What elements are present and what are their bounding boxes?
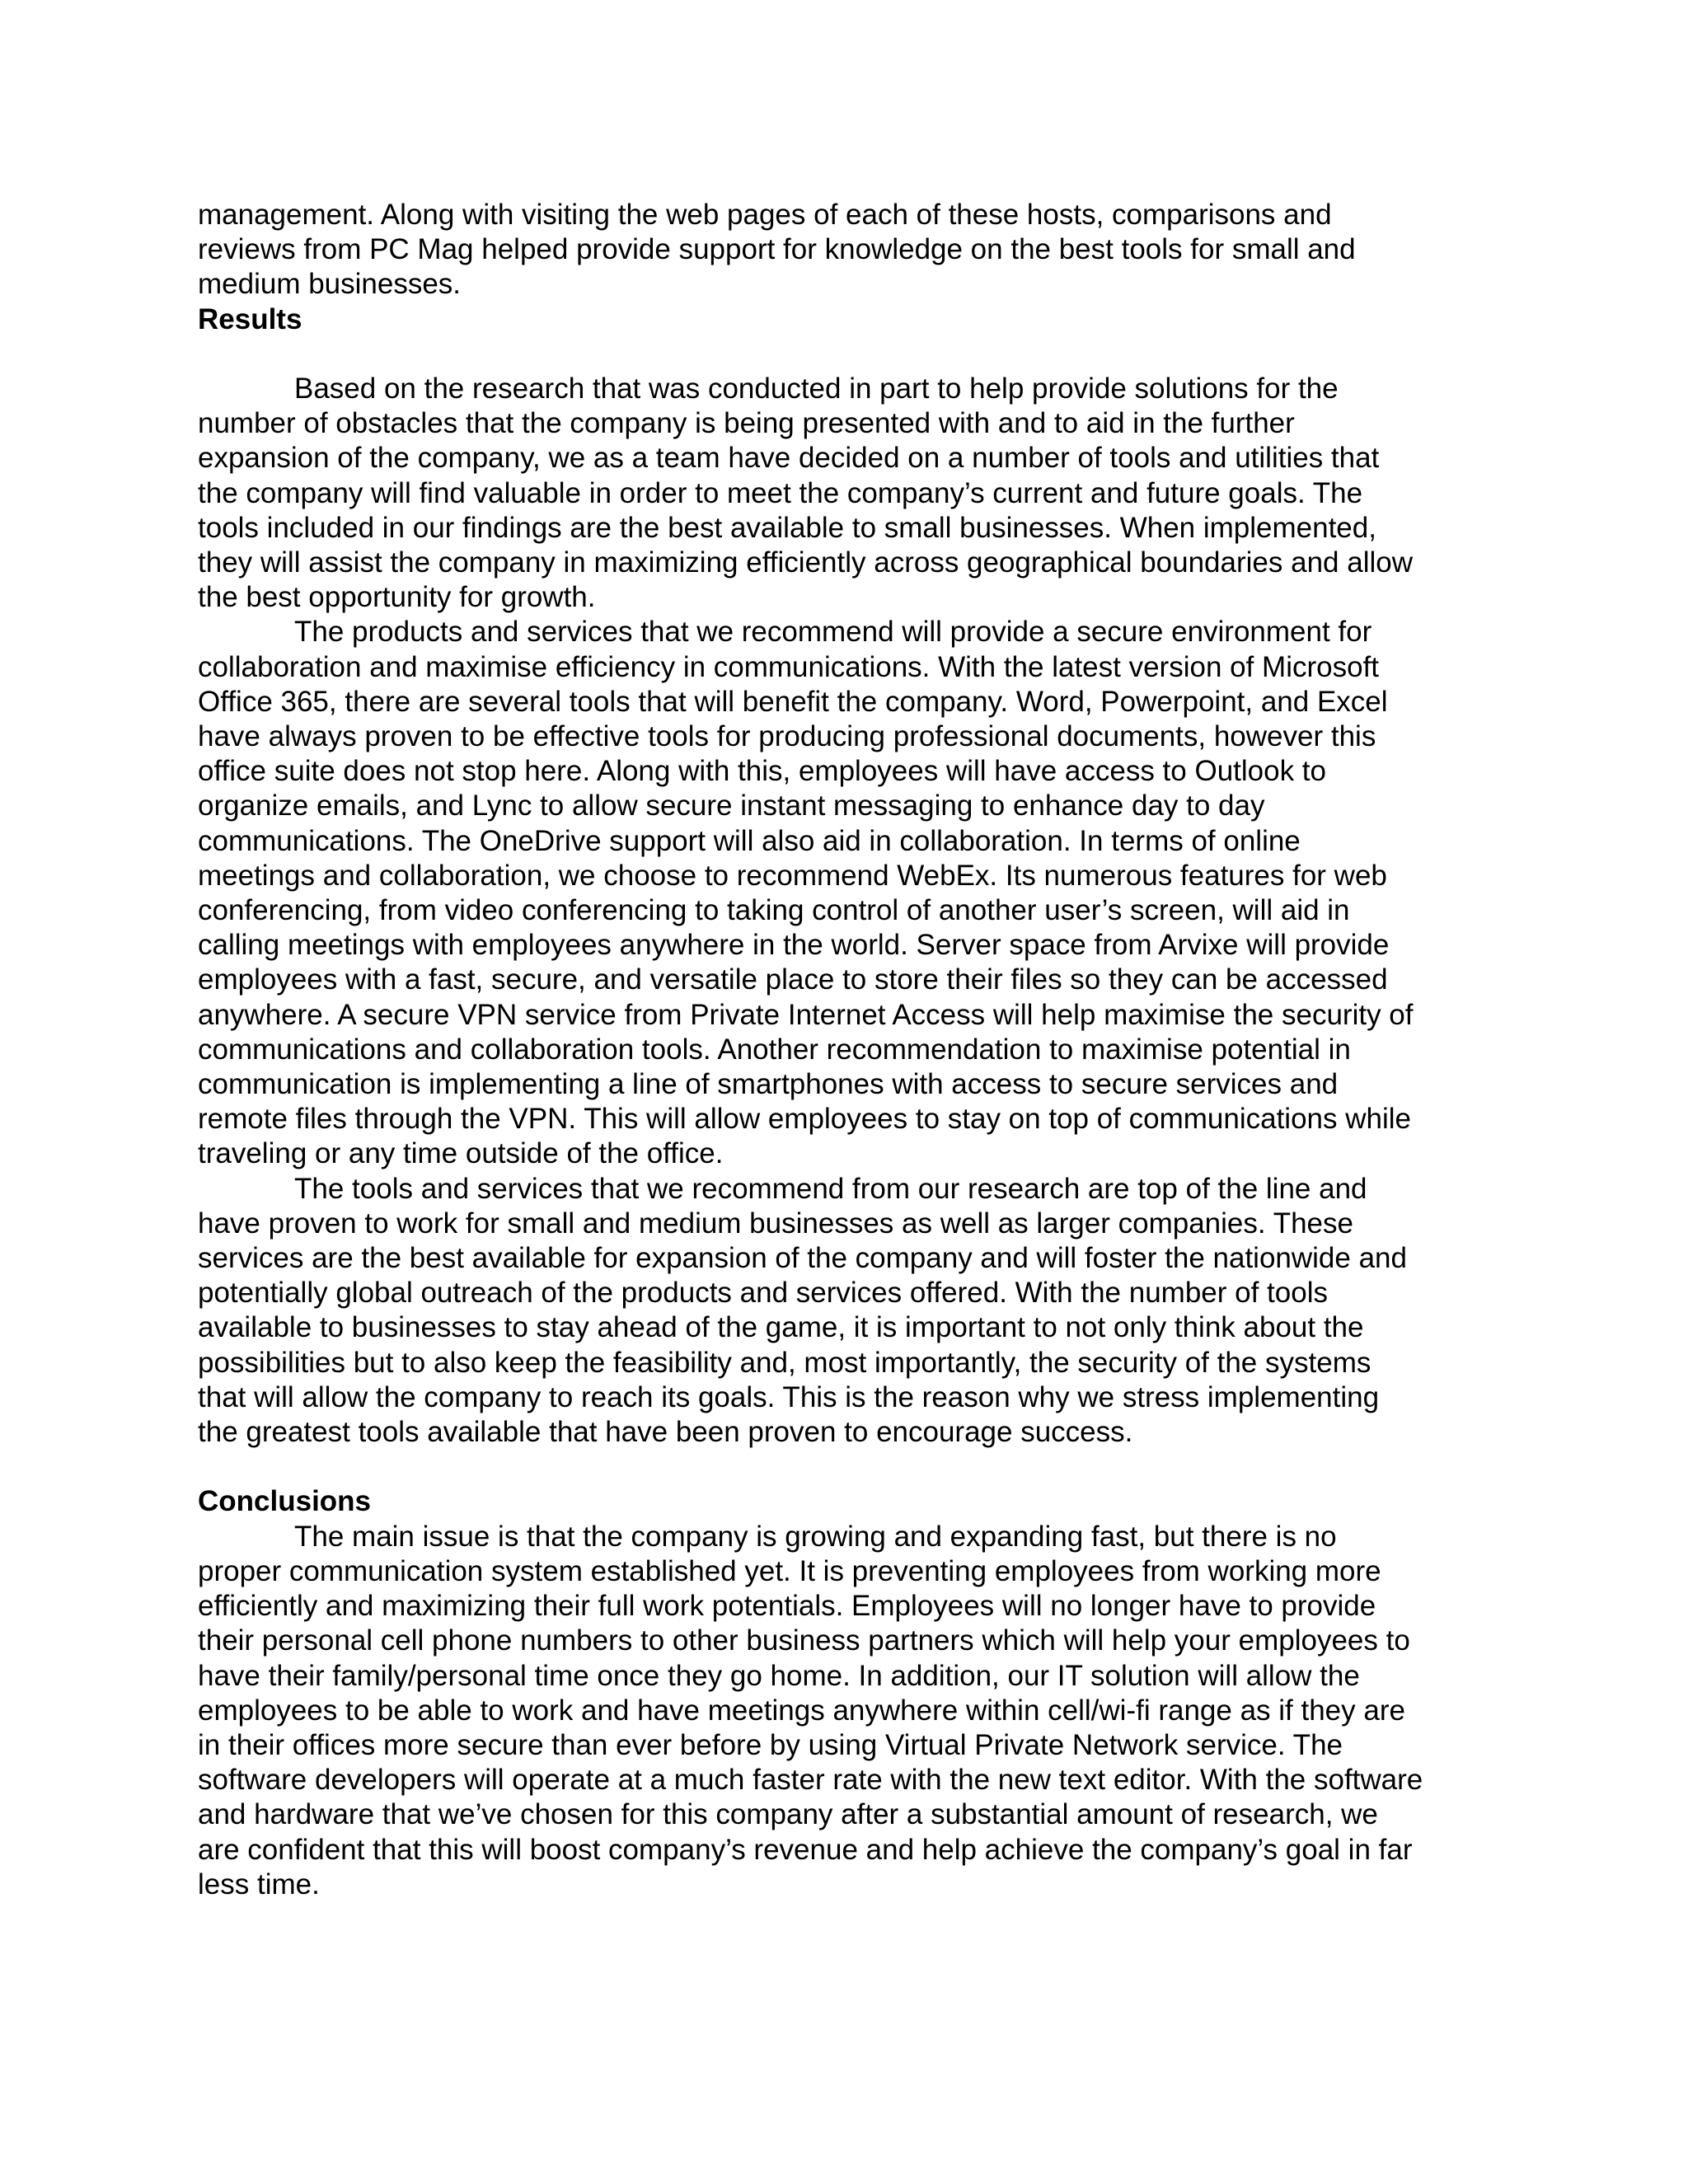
text-line: medium businesses. xyxy=(198,268,462,301)
text-line: available to businesses to stay ahead of the game, it is important to not only think about the xyxy=(198,1311,1364,1344)
blank-line xyxy=(198,337,1492,372)
text-line: number of obstacles that the company is being presented with and to aid in the further xyxy=(198,407,1295,440)
results-heading: Results xyxy=(198,302,302,335)
text-line: less time. xyxy=(198,1868,320,1900)
text-line: management. Along with visiting the web pages of each of these hosts, comparisons and xyxy=(198,199,1332,231)
text-line: efficiently and maximizing their full work potentials. Employees will no longer have to provide xyxy=(198,1590,1376,1623)
text-line: meetings and collaboration, we choose to recommend WebEx. Its numerous features for web xyxy=(198,859,1387,892)
text-line: proper communication system established yet. It is preventing employees from working more xyxy=(198,1554,1381,1587)
text-line: communications. The OneDrive support will also aid in collaboration. In terms of online xyxy=(198,824,1301,857)
results-paragraph-2 xyxy=(198,615,1492,1171)
text-line: software developers will operate at a much faster rate with the new text editor. With the software xyxy=(198,1764,1423,1797)
text-line: in their offices more secure than ever before by using Virtual Private Network service. The xyxy=(198,1728,1343,1761)
conclusions-paragraph-1 xyxy=(198,1520,1492,1902)
text-line: traveling or any time outside of the office. xyxy=(198,1137,724,1170)
text-line: The tools and services that we recommend from our research are top of the line and xyxy=(294,1172,1367,1205)
text-line: the greatest tools available that have been proven to encourage success. xyxy=(198,1416,1133,1449)
text-line: The products and services that we recommend will provide a secure environment for xyxy=(294,616,1372,649)
text-line: calling meetings with employees anywhere in the world. Server space from Arvixe will provide xyxy=(198,929,1390,962)
text-line: the company will find valuable in order to meet the company’s current and future goals. The xyxy=(198,476,1363,509)
document-body xyxy=(198,198,1492,1902)
text-line: the best opportunity for growth. xyxy=(198,581,596,614)
text-line: communications and collaboration tools. Another recommendation to maximise potential in xyxy=(198,1033,1351,1066)
text-line: anywhere. A secure VPN service from Private Internet Access will help maximise the security of xyxy=(198,998,1414,1031)
text-line: remote files through the VPN. This will allow employees to stay on top of communications while xyxy=(198,1103,1411,1136)
text-line: possibilities but to also keep the feasibility and, most importantly, the security of the systems xyxy=(198,1346,1372,1379)
intro-paragraph xyxy=(198,198,1492,302)
text-line: they will assist the company in maximizing efficiently across geographical boundaries and allow xyxy=(198,546,1413,579)
text-line: have proven to work for small and medium businesses as well as larger companies. These xyxy=(198,1207,1353,1240)
text-line: communication is implementing a line of smartphones with access to secure services and xyxy=(198,1068,1339,1101)
conclusions-heading: Conclusions xyxy=(198,1485,372,1518)
text-line: organize emails, and Lync to allow secure instant messaging to enhance day to day xyxy=(198,790,1265,823)
text-line: The main issue is that the company is growing and expanding fast, but there is no xyxy=(294,1520,1337,1553)
text-line: have always proven to be effective tools for producing professional documents, however this xyxy=(198,720,1376,753)
text-line: and hardware that we’ve chosen for this company after a substantial amount of research, we xyxy=(198,1798,1378,1831)
blank-line xyxy=(198,1450,1492,1484)
text-line: are confident that this will boost company’s revenue and help achieve the company’s goal in far xyxy=(198,1833,1413,1866)
text-line: their personal cell phone numbers to other business partners which will help your employees to xyxy=(198,1624,1410,1657)
text-line: expansion of the company, we as a team have decided on a number of tools and utilities that xyxy=(198,442,1380,475)
text-line: conferencing, from video conferencing to taking control of another user’s screen, will aid in xyxy=(198,894,1350,927)
text-line: office suite does not stop here. Along with this, employees will have access to Outlook to xyxy=(198,755,1326,788)
text-line: services are the best available for expansion of the company and will foster the nationwide and xyxy=(198,1242,1407,1275)
text-line: Office 365, there are several tools that will benefit the company. Word, Powerpoint, and Excel xyxy=(198,685,1388,718)
text-line: reviews from PC Mag helped provide support for knowledge on the best tools for small and xyxy=(198,233,1356,266)
text-line: have their family/personal time once they go home. In addition, our IT solution will allow the xyxy=(198,1659,1360,1692)
text-line: that will allow the company to reach its goals. This is the reason why we stress implementing xyxy=(198,1380,1380,1413)
text-line: tools included in our findings are the best available to small businesses. When implemented, xyxy=(198,511,1376,544)
results-paragraph-3 xyxy=(198,1172,1492,1451)
text-line: employees to be able to work and have meetings anywhere within cell/wi-fi range as if they are xyxy=(198,1694,1405,1727)
text-line: potentially global outreach of the products and services offered. With the number of tools xyxy=(198,1277,1328,1310)
text-line: employees with a fast, secure, and versatile place to store their files so they can be accessed xyxy=(198,963,1388,996)
text-line: Based on the research that was conducted in part to help provide solutions for the xyxy=(294,373,1339,405)
results-paragraph-1 xyxy=(198,372,1492,615)
text-line: collaboration and maximise efficiency in communications. With the latest version of Microsoft xyxy=(198,650,1380,683)
